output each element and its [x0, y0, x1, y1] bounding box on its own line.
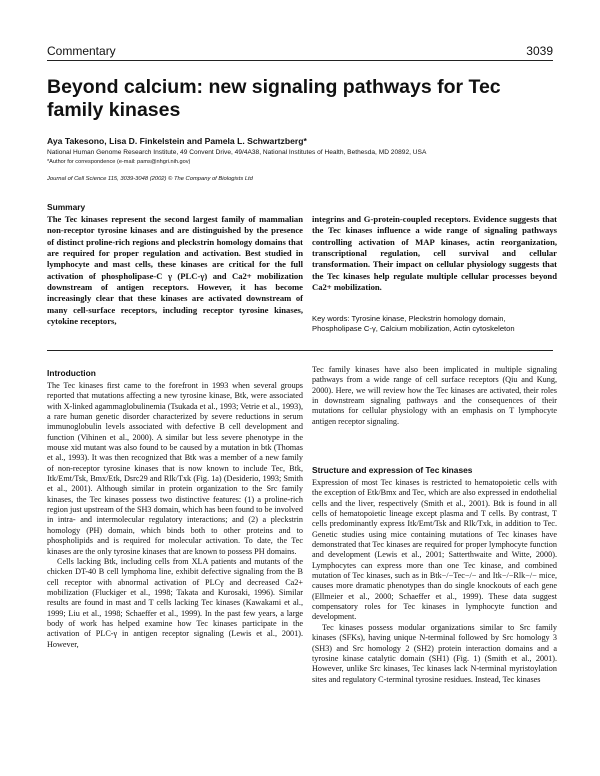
author-list: Aya Takesono, Lisa D. Finkelstein and Pamela L. Schwartzberg* — [47, 136, 307, 146]
header-rule — [47, 60, 553, 61]
structure-body — [312, 478, 557, 685]
summary-left: The Tec kinases represent the second largest family of mammalian non-receptor tyrosine kinases and are distinguished by the presence of distinct proline-rich regions and pleckstrin homology domains that are required for proper regulation and activation. Best studied in lymphocyte and mast cells, these kinases are critical for the full activation of phospholipase-C γ (PLC-γ) and Ca2+ mobilization downstream of antigen receptors. However, it has become increasingly clear that these kinases are activated downstream of many cell-surface receptors, including receptor tyrosine kinases, cytokine receptors, — [47, 214, 303, 327]
section-divider — [47, 350, 553, 351]
page-number: 3039 — [526, 44, 553, 58]
intro-paragraph-1: The Tec kinases first came to the forefront in 1993 when several groups reported that mutations affecting a new tyrosine kinase, Btk, were associated with X-linked agammaglobulinemia (Tsukada et al., 1993; Vetrie et al., 1993), a rare human genetic disorder characterized by severe reductions in serum immunoglobulin levels associated with defective B cell development and function (Vihinen et al., 2000). A similar but less severe phenotype in the mouse xid mutant was also found to be caused by a mutation in btk (Thomas et al., 1993). It was then recognized that Btk was a member of a new family of non-receptor tyrosine kinases that is now known to include Tec, Btk, Itk/Emt/Tsk, Bmx/Etk, Dsrc29 and Rlk/Txk (Fig. 1a) (Desiderio, 1993; Smith et al., 2001). Although similar in protein organization to the Src family kinases, the Tec kinases possess two distinctive features: (1) a proline-rich region just upstream of the SH3 domain, which has been found to be involved in intra- and intermolecular regulatory interactions; and (2) a pleckstrin homology (PH) domain, which binds both to other proteins and to phospholipids and is required for molecular activation. To date, the Tec kinases are the only tyrosine kinases that are known to possess PH domains. — [47, 381, 303, 556]
intro-continuation — [312, 365, 557, 427]
keywords: Key words: Tyrosine kinase, Pleckstrin homology domain, Phospholipase C-γ, Calcium mobilization, Actin cytoskeleton — [312, 314, 515, 334]
journal-citation: Journal of Cell Science 115, 3039-3048 (2002) © The Company of Biologists Ltd — [47, 176, 253, 182]
running-header — [47, 44, 553, 64]
article-title: Beyond calcium: new signaling pathways for Tec family kinases — [47, 76, 501, 121]
structure-paragraph-2: Tec kinases possess modular organizations similar to Src family kinases (SFKs), having unique N-terminal followed by Src homology 3 (SH3) and Src homology 2 (SH2) protein interaction domains and a tyrosine kinase catalytic domain (SH1) (Fig. 1) (Smith et al., 2001). However, unlike Src kinases, Tec kinases lack N-terminal myristoylation sites and regulatory C-terminal tyrosine residues. Instead, Tec kinases — [312, 622, 557, 684]
summary-right: integrins and G-protein-coupled receptors. Evidence suggests that the Tec kinases influence a wide range of signaling pathways controlling activation of MAP kinases, actin reorganization, transcriptional regulation, cell survival and cellular transformation. Their impact on cellular physiology suggests that the Tec kinases help regulate multiple cellular processes beyond Ca2+ mobilization. — [312, 214, 557, 293]
introduction-heading: Introduction — [47, 368, 96, 378]
section-label: Commentary — [47, 44, 116, 58]
introduction-body — [47, 381, 303, 650]
intro-paragraph-2: Cells lacking Btk, including cells from XLA patients and mutants of the chicken DT-40 B cell lymphoma line, exhibit defective signaling from the B cell receptor with abnormal activation of PLCγ and decreased Ca2+ mobilization (Fluckiger et al., 1998; Takata and Kurosaki, 1996). Similar results are found in mast and T cells lacking Tec kinases (Kawakami et al., 1999; Liu et al., 1998; Schaeffer et al., 1999). In the past few years, a large body of work has helped examine how Tec kinases participate in the activation of PLC-γ in antigen receptor signaling (Lewis et al., 2001). However, — [47, 556, 303, 649]
structure-heading: Structure and expression of Tec kinases — [312, 465, 473, 475]
affiliation: National Human Genome Research Institute, 49 Convent Drive, 49/4A38, National Institutes of Health, Bethesda, MD 20892, USA — [47, 149, 427, 156]
correspondence: *Author for correspondence (e-mail: pams@nhgri.nih.gov) — [47, 159, 191, 165]
structure-paragraph-1: Expression of most Tec kinases is restricted to hematopoietic cells with the exception of Etk/Bmx and Tec, which are also expressed in endothelial cells and the liver, respectively (Smith et al., 2001). Btk is found in all cells of hematopoietic lineage except plasma and T cells. By contrast, T cells predominantly express Itk/Emt/Tsk and Rlk/Txk, in addition to Tec. Genetic studies using mice containing mutations of Tec kinases have demonstrated that Tec kinases are required for proper lymphocyte function and development (Lewis et al., 2001; Satterthwaite and Witte, 2000). Lymphocytes can express more than one Tec kinase, and combined mutation of Tec kinases, such as in Btk−/−Tec−/− and Itk−/−Rlk−/− mice, causes more dramatic phenotypes than do single knockouts of each gene (Ellmeier et al., 2000; Schaeffer et al., 1999). These data suggest compensatory roles for Tec kinases in lymphocyte function and development. — [312, 478, 557, 622]
intro-paragraph-3: Tec family kinases have also been implicated in multiple signaling pathways from a wide range of cell surface receptors (Qiu and Kung, 2000). Here, we will review how the Tec kinases are activated, their roles in downstream signaling pathways and the consequences of their mutations for cellular physiology with an emphasis on T lymphocyte antigen receptor signaling. — [312, 365, 557, 426]
summary-heading: Summary — [47, 202, 86, 212]
